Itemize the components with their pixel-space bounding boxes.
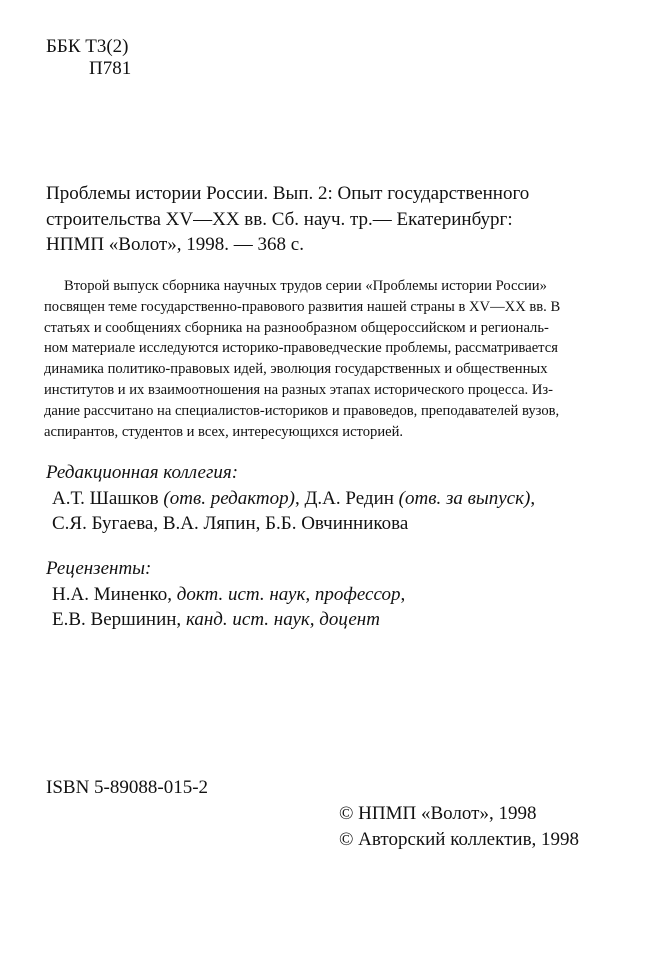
annotation-line: институтов и их взаимоотношения на разных этапах исторического процесса. Из-: [44, 381, 554, 398]
reviewers-heading: Рецензенты:: [46, 558, 152, 579]
member-name: А.Т. Шашков: [52, 487, 159, 509]
isbn: ISBN 5-89088-015-2: [46, 777, 209, 798]
reviewer-title: докт. ист. наук, профессор: [176, 583, 401, 605]
member-role: (отв. за выпуск): [398, 487, 531, 509]
copyright-line: © НПМП «Волот», 1998: [339, 803, 537, 824]
annotation-line: аспирантов, студентов и всех, интересующихся историей.: [44, 423, 404, 440]
reviewer-line: [46, 607, 405, 633]
editorial-board-line: С.Я. Бугаева, В.А. Ляпин, Б.Б. Овчинникова: [52, 513, 409, 534]
biblio-line: Проблемы истории России. Вып. 2: Опыт государственного: [46, 183, 530, 204]
reviewer-line: [46, 582, 405, 608]
line-end: ,: [400, 583, 406, 605]
line-end: ,: [530, 487, 536, 509]
member-role: (отв. редактор): [163, 487, 295, 509]
bbk-classification: [46, 36, 131, 80]
reviewers: [46, 556, 405, 633]
separator: ,: [294, 487, 305, 509]
annotation-line: дание рассчитано на специалистов-историков и правоведов, преподавателей вузов,: [44, 402, 560, 419]
author-mark: П781: [89, 58, 132, 79]
annotation-line: динамика политико-правовых идей, эволюция государственных и общественных: [44, 361, 548, 378]
biblio-line: НПМП «Волот», 1998. — 368 с.: [46, 234, 304, 255]
annotation-line: статьях и сообщениях сборника на разнообразном общероссийском и региональ-: [44, 319, 549, 336]
annotation-line: ном материале исследуются историко-правоведческие проблемы, рассматривается: [44, 340, 558, 357]
reviewer-name: Е.В. Вершинин,: [52, 609, 186, 630]
biblio-line: строительства XV—XX вв. Сб. науч. тр.— Екатеринбург:: [46, 208, 513, 230]
copyright-notices: [339, 801, 579, 852]
editorial-board-line: [46, 486, 535, 512]
copyright-line: © Авторский коллектив, 1998: [339, 828, 580, 850]
reviewer-title: канд. ист. наук, доцент: [185, 609, 380, 630]
bibliographic-record: [46, 181, 606, 258]
annotation-line: посвящен теме государственно-правового развития нашей страны в XV—XX вв. В: [44, 298, 561, 315]
editorial-board-heading: Редакционная коллегия:: [46, 462, 239, 483]
bbk-code: ББК Т3(2): [46, 36, 129, 57]
annotation-line: Второй выпуск сборника научных трудов серии «Проблемы истории России»: [64, 278, 547, 294]
reviewer-name: Н.А. Миненко,: [52, 583, 177, 605]
member-name: Д.А. Редин: [304, 487, 394, 509]
annotation: [44, 276, 610, 442]
editorial-board: [46, 460, 535, 537]
